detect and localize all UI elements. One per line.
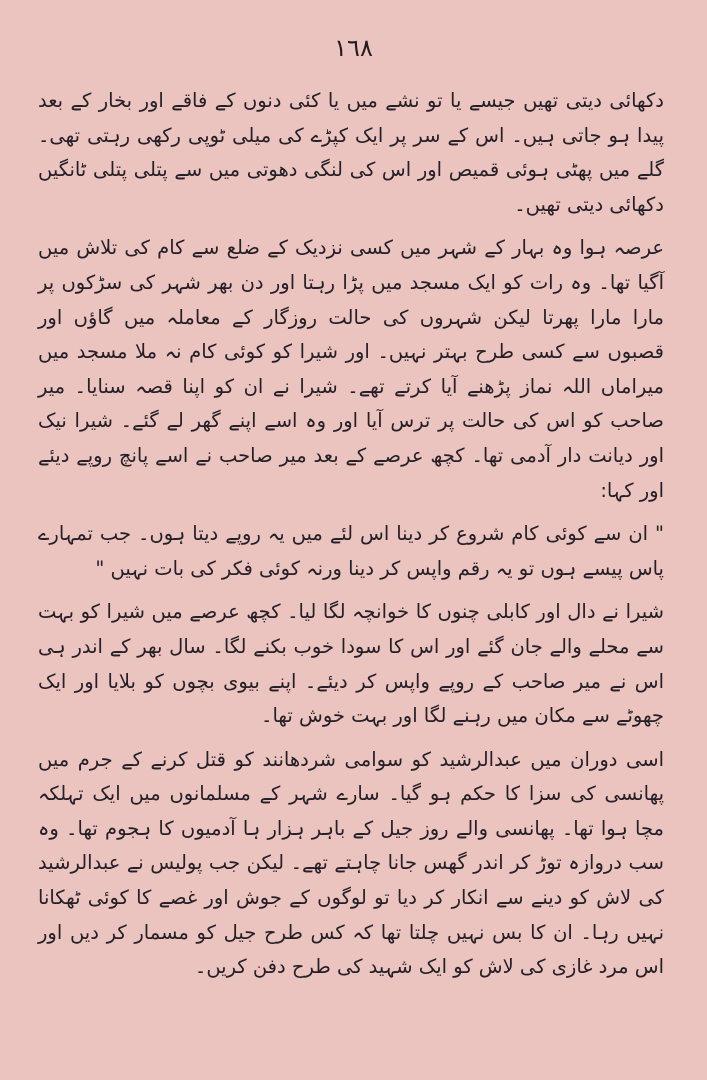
- paragraph-5: اسی دوران میں عبدالرشید کو سوامی شردھانند کو قتل کرنے کے جرم میں پھانسی کی سزا کا حکم ہو گیا۔ سارے شہر کے مسلمانوں میں ایک تہلکہ مچا ہوا تھا۔ پھانسی والے روز جیل کے باہر ہزار ہا آدمیوں کا ہجوم تھا۔ وہ سب دروازہ توڑ کر اندر گھس جانا چاہتے تھے۔ لیکن جب پولیس نے عبدالرشید کی لاش کو دینے سے انکار کر دیا تو لوگوں کے جوش اور غصے کا کوئی ٹھکانا نہیں رہا۔ ان کا بس نہیں چلتا تھا کہ کس طرح جیل کو مسمار کر دیں اور اس مرد غازی کی لاش کو ایک شہید کی طرح دفن کریں۔: [38, 747, 664, 979]
- paragraph-1: دکھائی دیتی تھیں جیسے یا تو نشے میں یا کئی دنوں کے فاقے اور بخار کے بعد پیدا ہو جاتی ہیں۔ اس کے سر پر ایک کپڑے کی میلی ٹوپی رکھی رہتی تھی۔ گلے میں پھٹی ہوئی قمیص اور اس کی لنگی دھوتی میں سے پتلی پتلی ٹانگیں دکھائی دیتی تھیں۔: [38, 89, 664, 216]
- body-text: [38, 84, 664, 985]
- paragraph-4: شیرا نے دال اور کابلی چنوں کا خوانچہ لگا لیا۔ کچھ عرصے میں شیرا کو بہت سے محلے والے جان گئے اور اس کا سودا خوب بکنے لگا۔ سال بھر کے اندر ہی اس نے میر صاحب کے روپے واپس کر دیئے۔ اپنے بیوی بچوں کو بلایا اور ایک چھوٹے سے مکان میں رہنے لگا اور بہت خوش تھا۔: [38, 600, 664, 728]
- paragraph-3: " ان سے کوئی کام شروع کر دینا اس لئے میں یہ روپے دیتا ہوں۔ جب تمہارے پاس پیسے ہوں تو یہ رقم واپس کر دینا ورنہ کوئی فکر کی بات نہیں ": [38, 522, 664, 580]
- paragraph-2: عرصہ ہوا وہ بہار کے شہر میں کسی نزدیک کے ضلع سے کام کی تلاش میں آگیا تھا۔ وہ رات کو ایک مسجد میں پڑا رہتا اور دن بھر شہر کی سڑکوں پر مارا مارا پھرتا لیکن شہروں کی حالت روزگار کے معاملہ میں گاؤں اور قصبوں سے کسی طرح بہتر نہیں۔ اور شیرا کو کوئی کام نہ ملا مسجد میں میراماں اللہ نماز پڑھنے آیا کرتے تھے۔ شیرا نے ان کو اپنا قصہ سنایا۔ میر صاحب کو اس کی حالت پر ترس آیا اور وہ اسے اپنے گھر لے گئے۔ شیرا نیک اور دیانت دار آدمی تھا۔ کچھ عرصے کے بعد میر صاحب نے اسے پانچ روپے دیئے اور کہا:: [38, 236, 664, 502]
- page-number: ١٦٨: [334, 34, 373, 62]
